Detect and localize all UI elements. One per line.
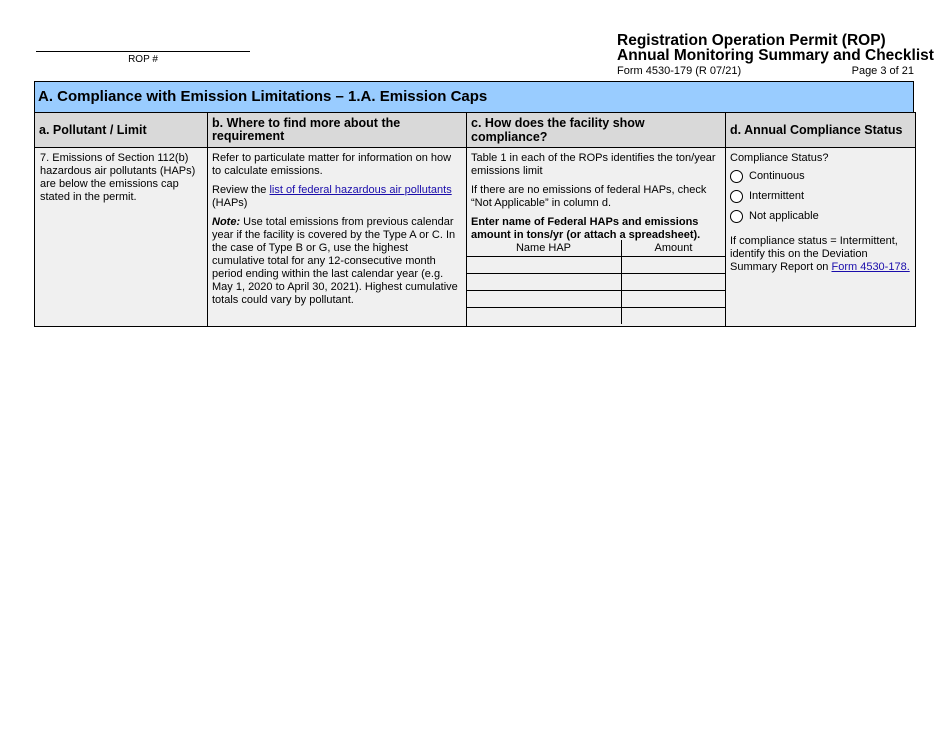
radio-circle-icon[interactable] [730,190,743,203]
radio-circle-icon[interactable] [730,170,743,183]
hap-name-field[interactable] [466,308,622,325]
compliance-status-question: Compliance Status? [730,152,829,164]
column-header-where-to-find: b. Where to find more about the requirement [212,115,401,143]
hap-name-field[interactable] [466,257,622,274]
intermittent-note-text: If compliance status = Intermittent, identify this on the Deviation Summary Report on [730,235,898,273]
hap-amount-field[interactable] [622,308,726,325]
no-emissions-text: If there are no emissions of federal HAPs, check “Not Applicable” in column d. [471,184,707,209]
hap-amount-header: Amount [622,240,726,257]
form-number: Form 4530-179 (R 07/21) [617,65,742,77]
hap-name-field[interactable] [466,274,622,291]
radio-intermittent[interactable] [730,190,913,203]
hap-list-link[interactable]: list of federal hazardous air pollutants [269,184,452,196]
column-header-pollutant: a. Pollutant / Limit [39,122,147,137]
hap-emissions-table [466,240,725,324]
review-hap-text [212,184,462,210]
intermittent-note [730,235,913,274]
review-suffix: (HAPs) [212,197,248,209]
compliance-table [34,112,916,327]
form-title: Registration Operation Permit (ROP) [617,32,886,49]
hap-amount-field[interactable] [622,257,726,274]
column-header-annual-status: d. Annual Compliance Status [730,122,903,137]
note-text [212,216,462,307]
annual-status-cell [726,147,915,274]
column-header-how-compliance: c. How does the facility show compliance? [471,115,645,144]
radio-label-intermittent: Intermittent [749,190,805,202]
page-number: Page 3 of 21 [851,65,914,77]
hap-name-field[interactable] [466,291,622,308]
pollutant-limit-cell [37,147,205,204]
where-to-find-cell [208,147,466,313]
hap-amount-field[interactable] [622,291,726,308]
review-prefix: Review the [212,184,270,196]
note-label: Note: [212,216,241,228]
note-body: Use total emissions from previous calendar year if the facility is covered by the Type A or C. In the case of Type B or G, use the highest cumulative total for any 12-consecutive month period ending within the last calendar year (e.g. May 1, 2020 to April 30, 2021). Highest cumulative totals could vary by pollutant. [212,216,458,306]
section-header: A. Compliance with Emission Limitations – 1.A. Emission Caps [34,81,914,113]
form-subtitle: Annual Monitoring Summary and Checklist [617,47,934,64]
rop-number-label: ROP # [128,54,158,65]
hap-name-header: Name HAP [466,240,622,257]
deviation-form-link[interactable]: Form 4530-178. [831,261,910,273]
radio-label-not-applicable: Not applicable [749,210,819,222]
table1-text: Table 1 in each of the ROPs identifies the ton/year emissions limit [471,152,716,177]
radio-not-applicable[interactable] [730,210,913,223]
radio-label-continuous: Continuous [749,170,805,182]
hap-amount-field[interactable] [622,274,726,291]
radio-circle-icon[interactable] [730,210,743,223]
pollutant-limit-text: 7. Emissions of Section 112(b) hazardous air pollutants (HAPs) are below the emissions cap stated in the permit. [40,152,196,203]
radio-continuous[interactable] [730,170,913,183]
calculate-emissions-text: Refer to particulate matter for information on how to calculate emissions. [212,152,452,177]
how-compliance-cell [467,147,725,248]
enter-haps-instruction: Enter name of Federal HAPs and emissions amount in tons/yr (or attach a spreadsheet). [471,216,701,241]
rop-number-line[interactable] [36,51,250,52]
